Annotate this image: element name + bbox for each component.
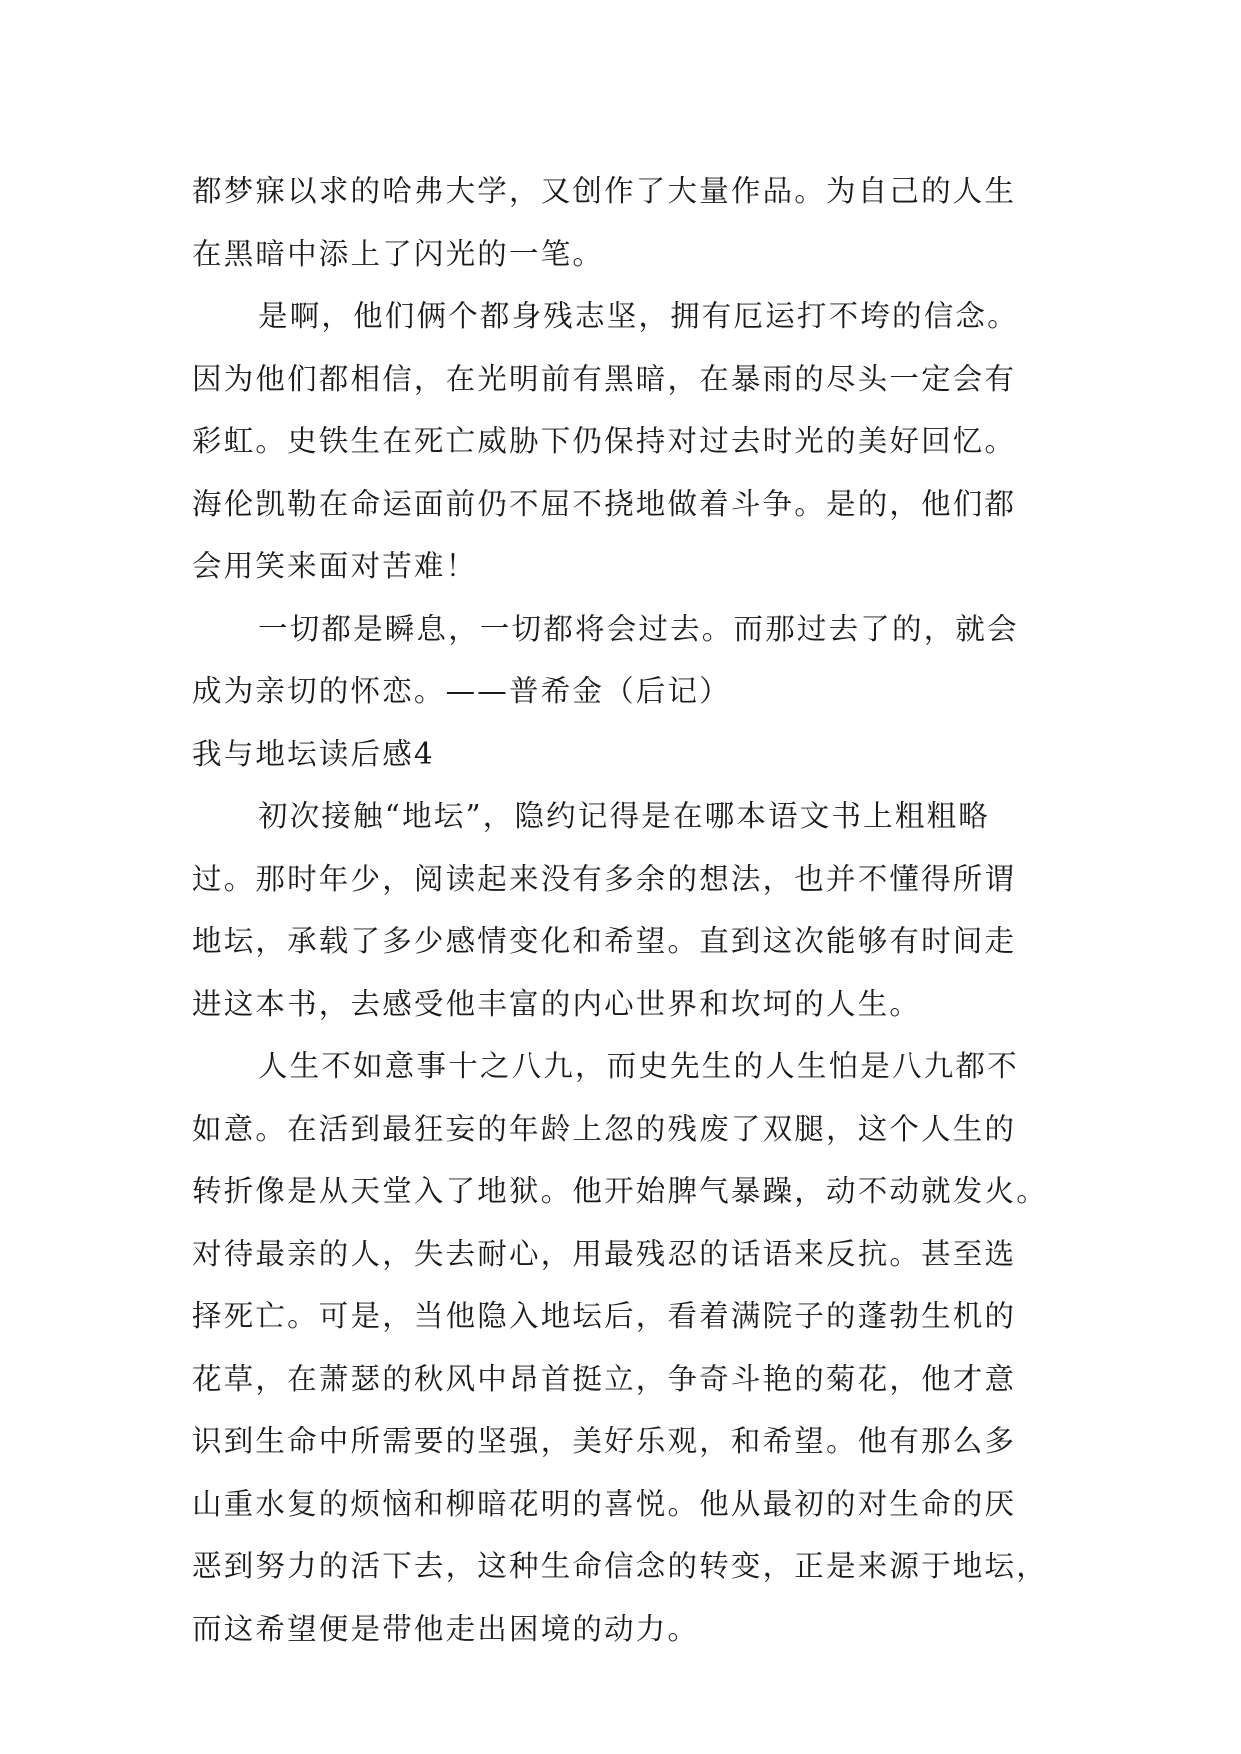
text-line: 因为他们都相信，在光明前有黑暗，在暴雨的尽头一定会有 bbox=[192, 361, 1017, 396]
text-line: 成为亲切的怀恋。——普希金（后记） bbox=[192, 674, 731, 708]
text-line: 都梦寐以求的哈弗大学，又创作了大量作品。为自己的人生 bbox=[192, 174, 1017, 208]
document-body bbox=[192, 160, 1072, 1660]
text-line: 会用笑来面对苦难！ bbox=[192, 549, 478, 583]
text-line: 地坛，承载了多少感情变化和希望。直到这次能够有时间走 bbox=[192, 924, 1017, 958]
text-line: 山重水复的烦恼和柳暗花明的喜悦。他从最初的对生命的厌 bbox=[192, 1486, 1017, 1521]
text-line: 择死亡。可是，当他隐入地坛后，看着满院子的蓬勃生机的 bbox=[192, 1299, 1017, 1333]
section-heading: 我与地坛读后感4 bbox=[192, 736, 435, 771]
paragraph-first-line: 是啊，他们俩个都身残志坚，拥有厄运打不垮的信念。 bbox=[258, 299, 1019, 333]
text-line: 在黑暗中添上了闪光的一笔。 bbox=[192, 236, 605, 271]
text-line: 花草，在萧瑟的秋风中昂首挺立，争奇斗艳的菊花，他才意 bbox=[192, 1361, 1017, 1396]
text-line: 转折像是从天堂入了地狱。他开始脾气暴躁，动不动就发火。 bbox=[192, 1174, 1048, 1208]
paragraph-first-line: 初次接触“地坛”，隐约记得是在哪本语文书上粗粗略 bbox=[258, 799, 990, 833]
text-line: 过。那时年少，阅读起来没有多余的想法，也并不懂得所谓 bbox=[192, 861, 1017, 896]
text-line: 海伦凯勒在命运面前仍不屈不挠地做着斗争。是的，他们都 bbox=[192, 486, 1017, 521]
text-line: 如意。在活到最狂妄的年龄上忽的残废了双腿，这个人生的 bbox=[192, 1111, 1017, 1146]
text-line: 而这希望便是带他走出困境的动力。 bbox=[192, 1611, 700, 1646]
paragraph-first-line: 一切都是瞬息，一切都将会过去。而那过去了的，就会 bbox=[258, 611, 1019, 646]
text-line: 识到生命中所需要的坚强，美好乐观，和希望。他有那么多 bbox=[192, 1424, 1017, 1458]
text-line: 恶到努力的活下去，这种生命信念的转变，正是来源于地坛， bbox=[192, 1549, 1048, 1583]
text-line: 对待最亲的人，失去耐心，用最残忍的话语来反抗。甚至选 bbox=[192, 1236, 1017, 1271]
text-line: 彩虹。史铁生在死亡威胁下仍保持对过去时光的美好回忆。 bbox=[192, 424, 1017, 458]
paragraph-first-line: 人生不如意事十之八九，而史先生的人生怕是八九都不 bbox=[258, 1049, 1019, 1083]
text-line: 进这本书，去感受他丰富的内心世界和坎坷的人生。 bbox=[192, 986, 922, 1021]
